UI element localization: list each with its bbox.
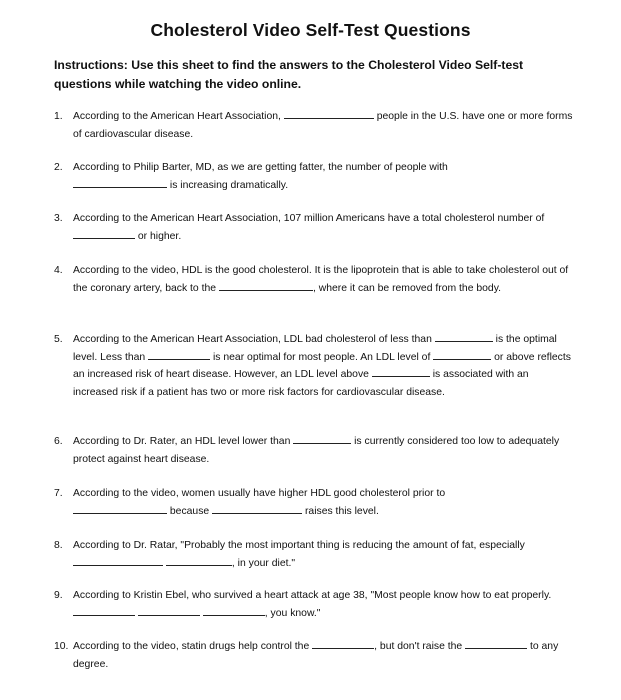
answer-blank[interactable] — [166, 556, 232, 566]
question-number: 7. — [54, 488, 63, 499]
question-number: 8. — [54, 540, 63, 551]
question-number: 9. — [54, 590, 63, 601]
question-number: 2. — [54, 162, 63, 173]
question-number: 1. — [54, 111, 63, 122]
question-10: 10. According to the video, statin drugs help control the , but don't raise the to any degree. — [54, 638, 574, 673]
answer-blank[interactable] — [73, 556, 163, 566]
question-5: 5. According to the American Heart Association, LDL bad cholesterol of less than is the optimal level. Less than is near optimal for most people. An LDL level of or above reflects an increased risk of heart disease. However, an LDL level above is associated with an increased risk if a patient has two or more risk factors for cardiovascular disease. — [54, 331, 574, 401]
question-1: 1. According to the American Heart Association, people in the U.S. have one or more forms of cardiovascular disease. — [54, 108, 574, 143]
answer-blank[interactable] — [284, 109, 374, 119]
answer-blank[interactable] — [219, 281, 313, 291]
question-6: 6. According to Dr. Rater, an HDL level lower than is currently considered too low to adequately protect against heart disease. — [54, 433, 574, 468]
answer-blank[interactable] — [212, 504, 302, 514]
answer-blank[interactable] — [73, 229, 135, 239]
question-3: 3. According to the American Heart Association, 107 million Americans have a total cholesterol number of or higher. — [54, 210, 574, 245]
answer-blank[interactable] — [465, 639, 527, 649]
answer-blank[interactable] — [148, 350, 210, 360]
question-number: 3. — [54, 213, 63, 224]
answer-blank[interactable] — [435, 332, 493, 342]
answer-blank[interactable] — [73, 504, 167, 514]
answer-blank[interactable] — [73, 606, 135, 616]
question-2: 2. According to Philip Barter, MD, as we are getting fatter, the number of people with is increasing dramatically. — [54, 159, 574, 194]
instructions: Instructions: Use this sheet to find the answers to the Cholesterol Video Self-test questions while watching the video online. — [54, 58, 524, 91]
answer-blank[interactable] — [73, 178, 167, 188]
answer-blank[interactable] — [293, 434, 351, 444]
question-8: 8. According to Dr. Ratar, "Probably the most important thing is reducing the amount of fat, especially , in your diet." — [54, 537, 574, 572]
question-number: 5. — [54, 334, 63, 345]
answer-blank[interactable] — [312, 639, 374, 649]
answer-blank[interactable] — [372, 367, 430, 377]
question-number: 4. — [54, 265, 63, 276]
answer-blank[interactable] — [433, 350, 491, 360]
page-title: Cholesterol Video Self-Test Questions — [150, 20, 471, 40]
question-number: 10. — [54, 641, 69, 652]
question-9: 9. According to Kristin Ebel, who survived a heart attack at age 38, "Most people know how to eat properly. , you know." — [54, 587, 574, 622]
answer-blank[interactable] — [138, 606, 200, 616]
question-7: 7. According to the video, women usually have higher HDL good cholesterol prior to because raises this level. — [54, 485, 574, 520]
question-4: 4. According to the video, HDL is the good cholesterol. It is the lipoprotein that is able to take cholesterol out of the coronary artery, back to the , where it can be removed from the body. — [54, 262, 574, 297]
question-number: 6. — [54, 436, 63, 447]
answer-blank[interactable] — [203, 606, 265, 616]
